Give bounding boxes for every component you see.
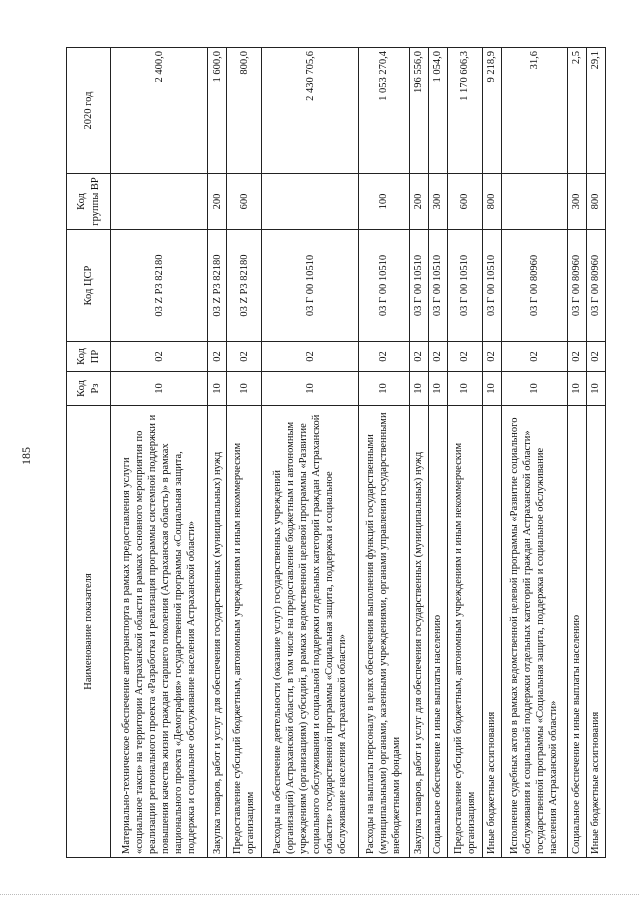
table-row [428,48,447,858]
cell-rz: 10 [208,372,227,406]
cell-vr [501,174,567,230]
cell-csr: 03 Г 00 10510 [428,230,447,342]
cell-value: 196 556,0 [409,48,428,174]
cell-vr: 300 [428,174,447,230]
cell-csr: 03 Г 00 80960 [586,230,605,342]
cell-vr: 600 [227,174,262,230]
cell-rz: 10 [482,372,501,406]
cell-csr: 03 Г 00 80960 [501,230,567,342]
cell-rz: 10 [586,372,605,406]
cell-csr: 03 Г 00 10510 [359,230,409,342]
cell-value: 2 400,0 [111,48,208,174]
cell-pr: 02 [428,342,447,372]
cell-csr: 03 Г 00 10510 [409,230,428,342]
cell-rz: 10 [262,372,359,406]
cell-vr [262,174,359,230]
cell-pr: 02 [409,342,428,372]
cell-vr: 300 [567,174,586,230]
cell-pr: 02 [567,342,586,372]
cell-value: 2,5 [567,48,586,174]
header-year: 2020 год [67,48,111,174]
cell-vr [111,174,208,230]
cell-name: Социальное обеспечение и иные выплаты населению [567,406,586,858]
cell-csr: 03 Г 00 10510 [262,230,359,342]
cell-pr: 02 [262,342,359,372]
cell-name: Расходы на выплаты персоналу в целях обеспечения выполнения функций государственными (муниципальными) органами, казенными учреждениями, органами управления государственными внебюджетными фондами [359,406,409,858]
cell-rz: 10 [501,372,567,406]
page-number: 185 [19,447,33,465]
cell-csr: 03 Г 00 10510 [482,230,501,342]
cell-rz: 10 [227,372,262,406]
cell-pr: 02 [359,342,409,372]
cell-value: 31,6 [501,48,567,174]
cell-name: Предоставление субсидий бюджетным, автономным учреждениям и иным некоммерческим организациям [227,406,262,858]
rotated-table-container [66,48,606,858]
cell-rz: 10 [447,372,482,406]
cell-csr: 03 Z P3 82180 [111,230,208,342]
cell-vr: 800 [586,174,605,230]
cell-name: Закупка товаров, работ и услуг для обеспечения государственных (муниципальных) нужд [409,406,428,858]
cell-value: 800,0 [227,48,262,174]
cell-name: Социальное обеспечение и иные выплаты населению [428,406,447,858]
table-body [111,48,606,858]
cell-csr: 03 Г 00 10510 [447,230,482,342]
header-vr: Код группы ВР [67,174,111,230]
table-row [482,48,501,858]
cell-csr: 03 Z P3 82180 [208,230,227,342]
table-row [409,48,428,858]
cell-vr: 600 [447,174,482,230]
cell-vr: 800 [482,174,501,230]
cell-rz: 10 [359,372,409,406]
cell-name: Иные бюджетные ассигнования [586,406,605,858]
cell-name: Предоставление субсидий бюджетным, автономным учреждениям и иным некоммерческим организациям [447,406,482,858]
cell-pr: 02 [586,342,605,372]
budget-table [66,47,606,858]
cell-name: Расходы на обеспечение деятельности (оказание услуг) государственных учреждений (организаций) Астраханской области, в том числе на предоставление бюджетным и автономным учреждениям (организациям) субсидий, в рамках ведомственной целевой программы «Развитие социального обслуживания и социальной поддержки отдельных категорий граждан Астраханской области» государственной программы «Социальная защита, поддержка и социальное обслуживание населения Астраханской области» [262,406,359,858]
header-pr: Код ПР [67,342,111,372]
cell-rz: 10 [111,372,208,406]
table-row [586,48,605,858]
cell-value: 9 218,9 [482,48,501,174]
cell-name: Иные бюджетные ассигнования [482,406,501,858]
table-row [501,48,567,858]
cell-value: 29,1 [586,48,605,174]
cell-csr: 03 Г 00 80960 [567,230,586,342]
table-row [447,48,482,858]
cell-name: Материально-техническое обеспечение автотранспорта в рамках предоставления услуги «социальное такси» на территории Астраханской области в рамках основного мероприятия по реализации регионального проекта «Разработка и реализация программы системной поддержки и повышения качества жизни граждан старшего поколения (Астраханская область)» в рамках национального проекта «Демография» государственной программы «Социальная защита, поддержка и социальное обслуживание населения Астраханской области» [111,406,208,858]
table-row [359,48,409,858]
table-row [227,48,262,858]
cell-rz: 10 [409,372,428,406]
cell-vr: 100 [359,174,409,230]
cell-value: 1 053 270,4 [359,48,409,174]
table-header-row [67,48,111,858]
header-csr: Код ЦСР [67,230,111,342]
cell-name: Закупка товаров, работ и услуг для обеспечения государственных (муниципальных) нужд [208,406,227,858]
cell-pr: 02 [447,342,482,372]
cell-pr: 02 [482,342,501,372]
footer-divider [0,894,639,895]
table-row [567,48,586,858]
cell-value: 2 430 705,6 [262,48,359,174]
table-row [262,48,359,858]
cell-rz: 10 [567,372,586,406]
cell-csr: 03 Z P3 82180 [227,230,262,342]
table-row [111,48,208,858]
cell-rz: 10 [428,372,447,406]
cell-name: Исполнение судебных актов в рамках ведомственной целевой программы «Развитие социального обслуживания и социальной поддержки отдельных категорий граждан Астраханской области» государственной программы «Социальная защита, поддержка и социальное обслуживание населения Астраханской области» [501,406,567,858]
table-row [208,48,227,858]
cell-vr: 200 [208,174,227,230]
header-name: Наименование показателя [67,406,111,858]
cell-value: 1 170 606,3 [447,48,482,174]
cell-pr: 02 [227,342,262,372]
cell-pr: 02 [501,342,567,372]
cell-vr: 200 [409,174,428,230]
header-rz: Код Рз [67,372,111,406]
cell-pr: 02 [208,342,227,372]
cell-value: 1 600,0 [208,48,227,174]
cell-value: 1 054,0 [428,48,447,174]
cell-pr: 02 [111,342,208,372]
